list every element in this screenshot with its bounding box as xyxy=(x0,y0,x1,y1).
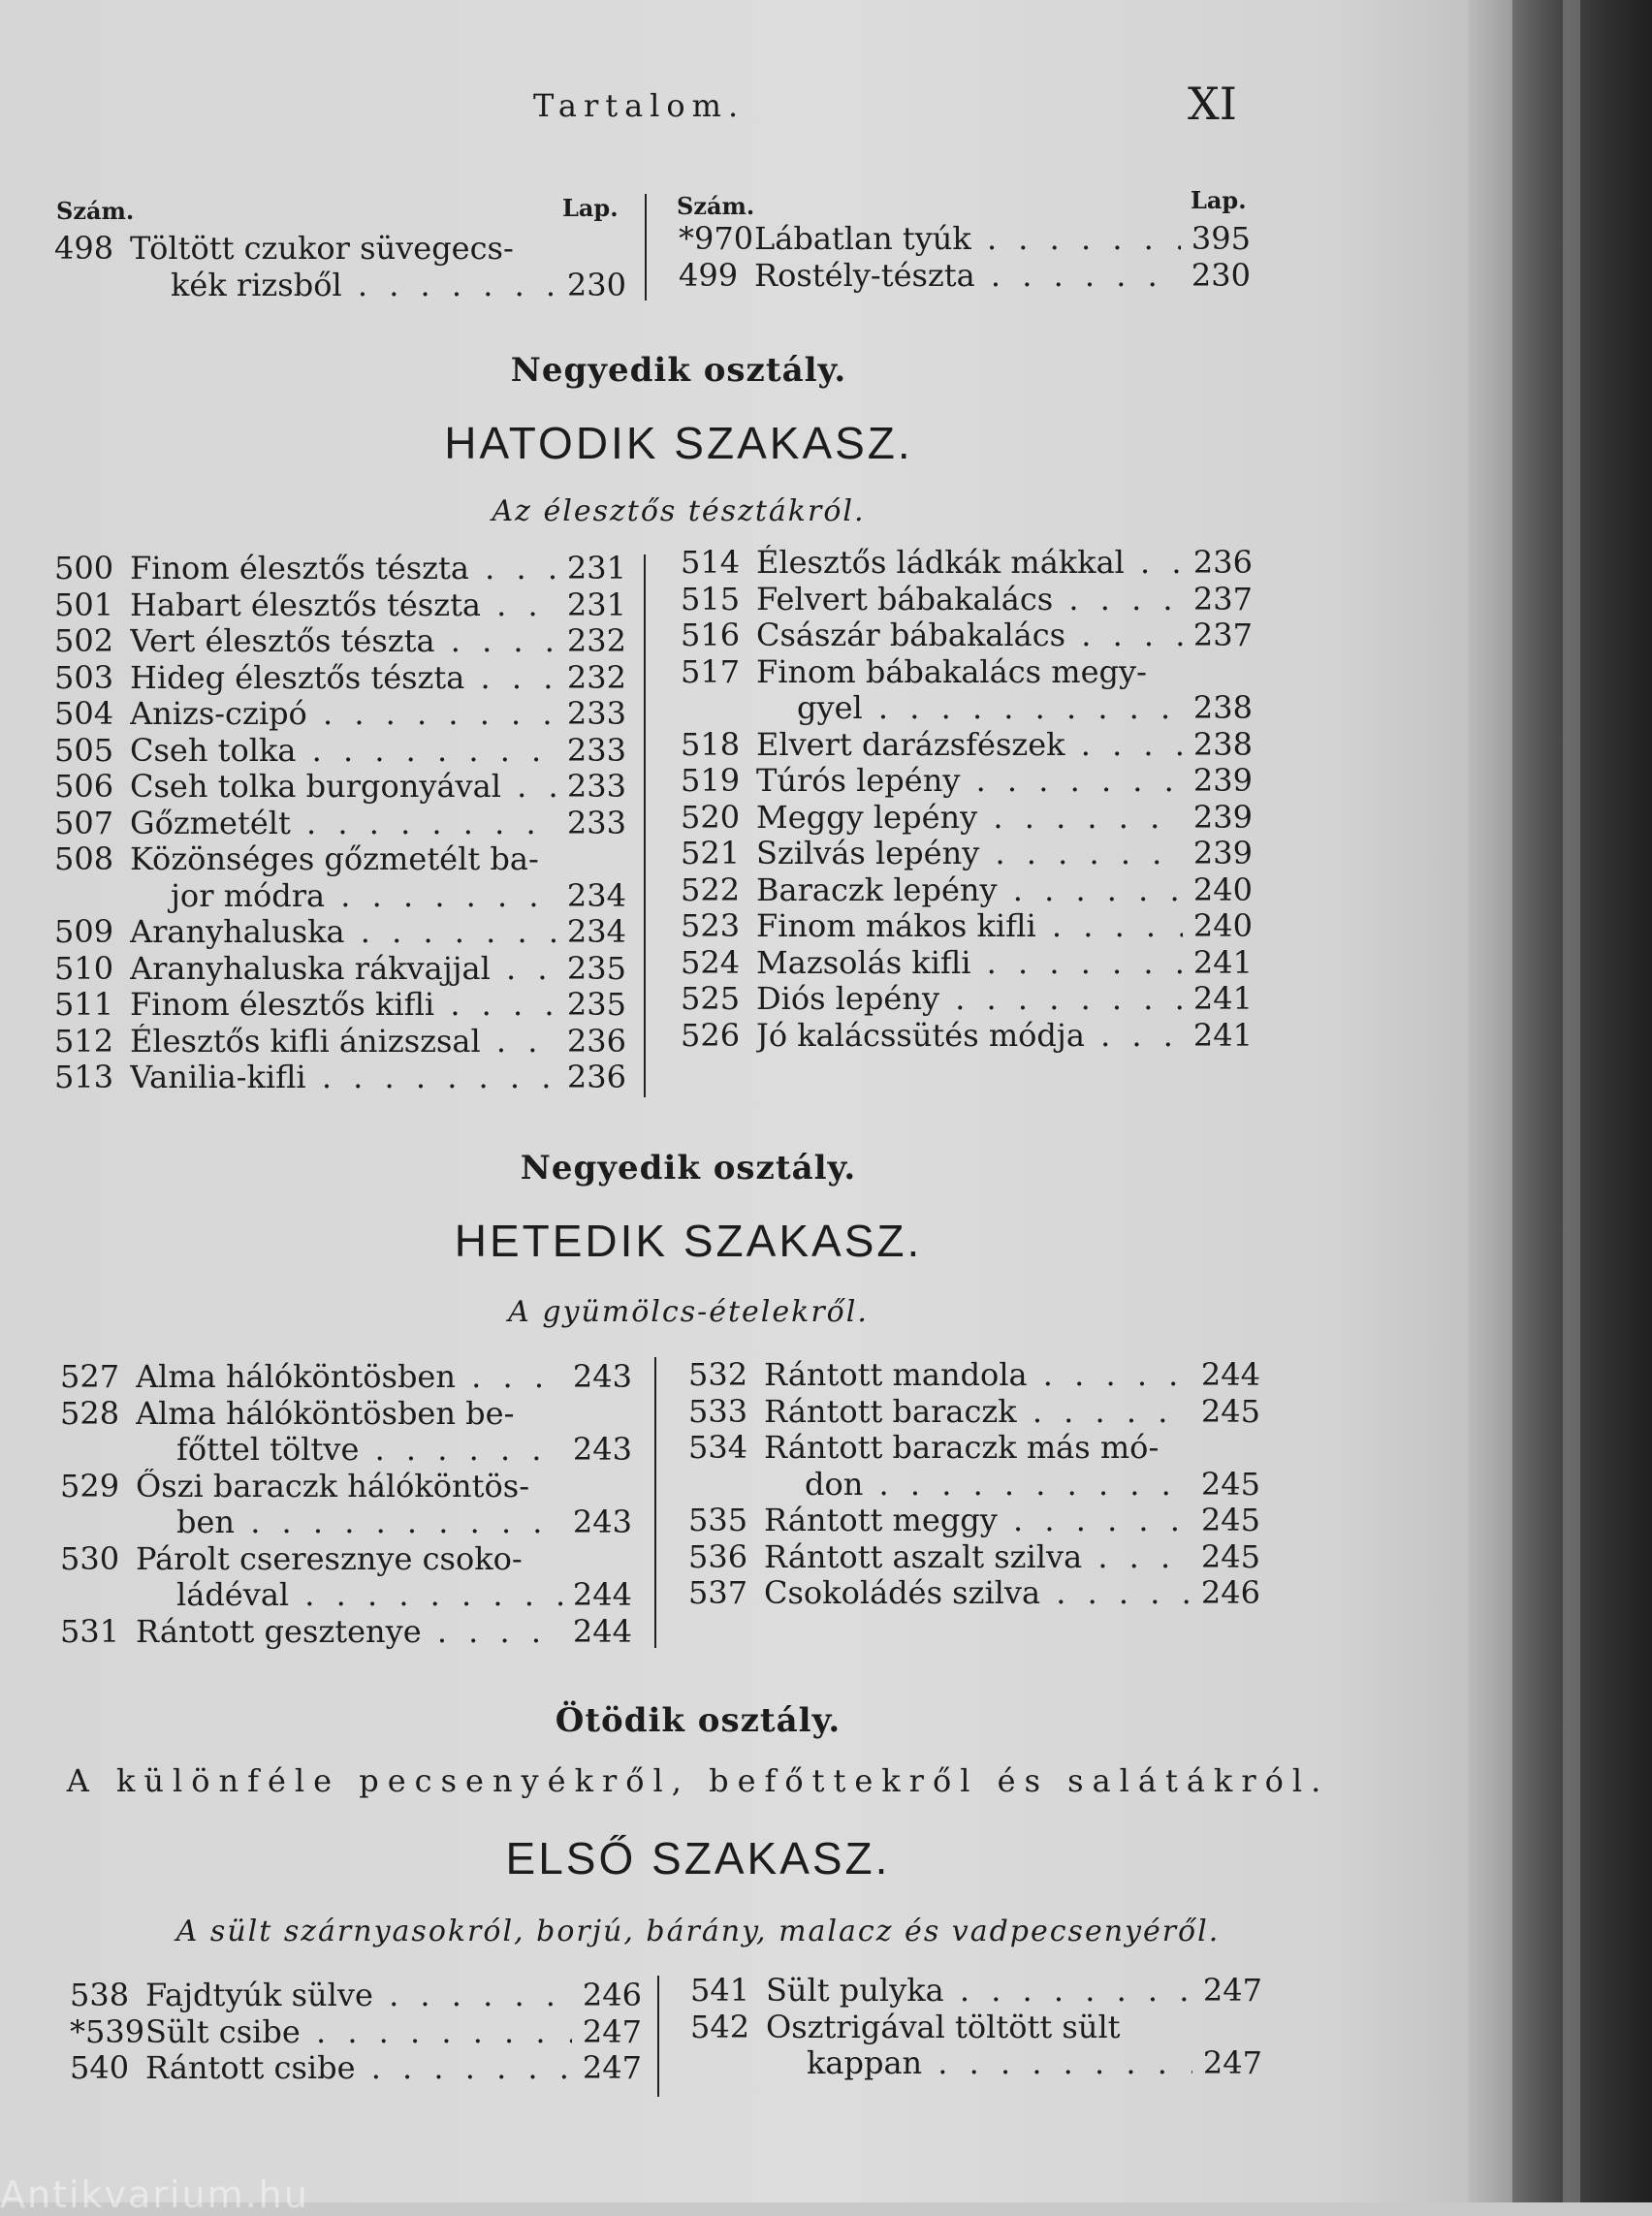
toc-entry xyxy=(54,1024,626,1061)
entry-title: Felvert bábakalács . . . xyxy=(756,582,1183,618)
entry-title: Túrós lepény . . . xyxy=(756,763,1183,800)
toc-entry xyxy=(54,914,626,951)
toc-entry xyxy=(681,800,1253,837)
section3-class-subtitle: A különféle pecsenyékről, befőttekről és salátákról. xyxy=(66,1762,1330,1799)
section3-class-title: Ötödik osztály. xyxy=(555,1701,842,1740)
toc-entry xyxy=(681,872,1253,909)
entry-page xyxy=(556,231,626,268)
entry-title: Rántott baraczk más mó- xyxy=(764,1430,1160,1466)
entry-number: 520 xyxy=(681,798,741,836)
right-page-header: Lap. xyxy=(1191,186,1247,214)
section1-subtitle: Az élesztős tésztákról. xyxy=(492,494,866,528)
entry-title: Anizs-czipó . . . xyxy=(130,696,556,733)
entry-number xyxy=(60,1577,136,1614)
toc-entry xyxy=(60,1469,632,1505)
entry-title: Jó kalácssütés módja . . . xyxy=(756,1018,1183,1055)
entry-title: Császár bábakalács . . . xyxy=(756,617,1183,654)
entry-page: 241 xyxy=(1192,943,1253,981)
entry-page xyxy=(1183,654,1253,691)
entry-page: 239 xyxy=(1192,835,1253,871)
entry-title: Finom bábakalács megy- xyxy=(756,653,1147,690)
entry-number: 531 xyxy=(60,1612,120,1650)
entry-page: 243 xyxy=(572,1358,632,1395)
entry-title: Rántott baraczk . . . xyxy=(764,1394,1191,1431)
section2-title: HETEDIK SZAKASZ. xyxy=(454,1216,923,1266)
entry-title: Elvert darázsfészek . . . xyxy=(756,727,1183,764)
entry-page: 236 xyxy=(1192,544,1253,581)
entry-number: 540 xyxy=(70,2049,130,2086)
entry-title: Alma hálóköntösben be- xyxy=(136,1395,515,1432)
entry-title: Közönséges gőzmetélt ba- xyxy=(130,841,539,877)
entry-page: 234 xyxy=(566,913,626,950)
entry-number: 541 xyxy=(690,1972,750,2009)
entry-page: 235 xyxy=(566,986,626,1023)
entry-number: 505 xyxy=(54,731,114,769)
toc-entry xyxy=(54,733,626,770)
toc-entry xyxy=(60,1432,632,1469)
entry-number: 515 xyxy=(681,580,741,617)
toc-entry xyxy=(60,1577,632,1614)
entry-title: Rántott csibe . . . xyxy=(145,2050,572,2087)
entry-number: 504 xyxy=(54,695,114,732)
entry-title: gyel . . . xyxy=(756,690,1183,727)
entry-number xyxy=(60,1432,136,1469)
toc-entry xyxy=(60,1504,632,1541)
right-num-header: Szám. xyxy=(677,192,755,220)
left-num-header: Szám. xyxy=(56,197,135,225)
toc-entry xyxy=(70,2014,642,2051)
toc-entry xyxy=(688,1430,1260,1467)
entry-title: Finom élesztős kifli . . . xyxy=(130,987,556,1024)
toc-entry xyxy=(690,2010,1262,2046)
entry-title: Aranyhaluska . . . xyxy=(130,914,556,951)
entry-number: 510 xyxy=(54,949,114,987)
entry-title: Cseh tolka burgonyával . . . xyxy=(130,769,556,806)
toc-entry xyxy=(54,696,626,733)
section3-subtitle: A sült szárnyasokról, borjú, bárány, malacz és vadpecsenyéről. xyxy=(175,1915,1221,1948)
entry-number: 538 xyxy=(70,1977,130,2013)
entry-page: 239 xyxy=(1192,798,1253,836)
entry-number xyxy=(54,878,130,915)
entry-page xyxy=(1192,2010,1262,2046)
entry-number: 536 xyxy=(688,1537,748,1575)
entry-number: 502 xyxy=(54,622,114,659)
toc-entry xyxy=(54,623,626,660)
entry-page: 245 xyxy=(1200,1537,1260,1575)
entry-title: Gőzmetélt . . . xyxy=(130,806,556,842)
page-gutter-shadow xyxy=(1469,0,1512,2202)
entry-page: 247 xyxy=(1202,2044,1262,2081)
entry-title: Sült pulyka . . . xyxy=(766,1973,1192,2010)
entry-title: Vert élesztős tészta . . . xyxy=(130,623,556,660)
entry-page: 233 xyxy=(566,804,626,841)
toc-entry xyxy=(681,1018,1253,1055)
entry-number xyxy=(690,2045,766,2082)
entry-title: Rántott mandola . . . xyxy=(764,1357,1191,1394)
toc-entry xyxy=(681,654,1253,691)
entry-number: 499 xyxy=(679,256,739,294)
entry-page: 233 xyxy=(566,695,626,732)
running-title: Tartalom. xyxy=(533,87,746,124)
entry-number: 528 xyxy=(60,1394,120,1432)
entry-number: 525 xyxy=(681,980,741,1017)
entry-title: Finom mákos kifli . . . xyxy=(756,908,1183,945)
entry-title: jor módra . . . xyxy=(130,878,556,915)
section1-title: HATODIK SZAKASZ. xyxy=(444,418,913,468)
toc-entry xyxy=(54,551,626,587)
entry-number xyxy=(688,1467,764,1504)
entry-page: 234 xyxy=(566,876,626,914)
entry-page: 231 xyxy=(566,550,626,586)
entry-page: 244 xyxy=(572,1612,632,1650)
entry-page: 395 xyxy=(1191,220,1251,257)
toc-top-right xyxy=(679,221,1251,294)
entry-number: 501 xyxy=(54,586,114,623)
entry-page: 245 xyxy=(1200,1392,1260,1430)
entry-number: 529 xyxy=(60,1467,120,1504)
toc-entry xyxy=(681,763,1253,800)
entry-page: 236 xyxy=(566,1059,626,1095)
toc-entry xyxy=(681,617,1253,654)
entry-title: kék rizsből . . . xyxy=(130,268,556,304)
entry-number: 526 xyxy=(681,1016,741,1054)
entry-number: 509 xyxy=(54,913,114,950)
entry-number xyxy=(54,268,130,304)
entry-title: Élesztős ládkák mákkal . . . xyxy=(756,545,1183,582)
entry-page: 245 xyxy=(1200,1502,1260,1538)
entry-number: 535 xyxy=(688,1502,748,1538)
entry-title: Töltött czukor süvegecs- xyxy=(130,231,514,267)
entry-title: Diós lepény . . . xyxy=(756,981,1183,1018)
entry-number: 516 xyxy=(681,617,741,653)
entry-title: Rántott aszalt szilva . . . xyxy=(764,1539,1191,1576)
entry-page xyxy=(562,1396,632,1433)
toc-entry xyxy=(54,587,626,624)
section3-title: ELSŐ SZAKASZ. xyxy=(505,1833,891,1884)
entry-page xyxy=(1191,1430,1260,1467)
entry-number: 506 xyxy=(54,768,114,805)
entry-number: 518 xyxy=(681,725,741,763)
toc-entry xyxy=(54,660,626,697)
entry-number: 533 xyxy=(688,1392,748,1430)
entry-page: 238 xyxy=(1192,689,1253,726)
entry-number: 521 xyxy=(681,835,741,871)
toc-entry xyxy=(54,987,626,1024)
left-page-header: Lap. xyxy=(562,194,619,222)
entry-number: 508 xyxy=(54,840,114,877)
entry-number: 527 xyxy=(60,1358,120,1395)
entry-number: 517 xyxy=(681,652,741,690)
entry-number: 537 xyxy=(688,1574,748,1611)
toc-entry xyxy=(54,841,626,878)
entry-title: ben . . . xyxy=(136,1504,562,1541)
entry-title: Rántott gesztenye . . . xyxy=(136,1614,562,1651)
toc-top-left xyxy=(54,231,626,303)
entry-page: 247 xyxy=(582,2049,642,2086)
entry-page: 233 xyxy=(566,731,626,769)
entry-page: 230 xyxy=(566,266,626,303)
toc-entry xyxy=(681,908,1253,945)
toc-section2-left xyxy=(60,1359,632,1650)
entry-title: Párolt cseresznye csoko- xyxy=(136,1540,523,1577)
entry-number: 513 xyxy=(54,1059,114,1095)
entry-page: 232 xyxy=(566,658,626,696)
entry-number: 503 xyxy=(54,658,114,696)
entry-number: 532 xyxy=(688,1356,748,1393)
entry-number: 519 xyxy=(681,762,741,799)
section2-subtitle: A gyümölcs-ételekről. xyxy=(508,1295,869,1329)
toc-entry xyxy=(688,1539,1260,1576)
toc-entry xyxy=(690,2045,1262,2082)
toc-entry xyxy=(681,981,1253,1018)
toc-entry xyxy=(688,1575,1260,1612)
toc-entry xyxy=(681,690,1253,727)
entry-title: Őszi baraczk hálóköntös- xyxy=(136,1468,530,1504)
entry-title: Osztrigával töltött sült xyxy=(766,2009,1121,2045)
entry-title: kappan . . . xyxy=(766,2045,1192,2082)
entry-number xyxy=(681,690,756,727)
entry-page: 244 xyxy=(1200,1356,1260,1393)
toc-entry xyxy=(679,258,1251,295)
entry-number xyxy=(60,1504,136,1541)
toc-entry xyxy=(70,1978,642,2014)
entry-title: Baraczk lepény . . . xyxy=(756,872,1183,909)
toc-entry xyxy=(60,1396,632,1433)
toc-section2-right xyxy=(688,1357,1260,1612)
section2-class-title: Negyedik osztály. xyxy=(520,1149,857,1187)
entry-number: 514 xyxy=(681,544,741,581)
entry-page: 235 xyxy=(566,949,626,987)
toc-entry xyxy=(60,1541,632,1578)
entry-page: 240 xyxy=(1192,871,1253,908)
toc-entry xyxy=(70,2050,642,2087)
toc-entry xyxy=(54,268,626,304)
column-divider-section2 xyxy=(654,1357,656,1648)
entry-page: 239 xyxy=(1192,762,1253,799)
entry-number: 534 xyxy=(688,1429,748,1466)
entry-title: Rántott meggy . . . xyxy=(764,1503,1191,1539)
entry-page: 246 xyxy=(582,1977,642,2013)
toc-section3-left xyxy=(70,1978,642,2087)
entry-page: 237 xyxy=(1192,617,1253,653)
toc-entry xyxy=(690,1973,1262,2010)
entry-page: 241 xyxy=(1192,1016,1253,1054)
page-number: XI xyxy=(1188,78,1237,130)
entry-page: 230 xyxy=(1191,256,1251,294)
toc-entry xyxy=(681,582,1253,618)
toc-entry xyxy=(54,769,626,806)
toc-entry xyxy=(681,836,1253,872)
entry-title: Csokoládés szilva . . . xyxy=(764,1575,1191,1612)
entry-page: 243 xyxy=(572,1504,632,1540)
toc-entry xyxy=(681,545,1253,582)
entry-title: Meggy lepény . . . xyxy=(756,800,1183,837)
toc-entry xyxy=(54,1060,626,1096)
toc-entry xyxy=(60,1359,632,1396)
book-edge-highlight xyxy=(1563,0,1580,2202)
entry-page xyxy=(562,1541,632,1578)
entry-title: Hideg élesztős tészta . . . xyxy=(130,660,556,697)
toc-entry xyxy=(60,1614,632,1651)
entry-number: *539 xyxy=(70,2012,145,2050)
entry-page: 232 xyxy=(566,622,626,659)
entry-title: Habart élesztős tészta . . . xyxy=(130,587,556,624)
entry-number: 523 xyxy=(681,907,741,944)
entry-page: 247 xyxy=(1202,1972,1262,2009)
entry-page: 240 xyxy=(1192,907,1253,944)
entry-page: 244 xyxy=(572,1576,632,1613)
entry-page: 238 xyxy=(1192,725,1253,763)
entry-title: főttel töltve . . . xyxy=(136,1432,562,1469)
entry-number: 542 xyxy=(690,2008,750,2045)
entry-title: Vanilia-kifli . . . xyxy=(130,1060,556,1096)
entry-page: 236 xyxy=(566,1022,626,1060)
entry-page: 246 xyxy=(1200,1574,1260,1611)
entry-number: 498 xyxy=(54,230,114,267)
entry-title: Aranyhaluska rákvajjal . . . xyxy=(130,951,556,988)
entry-number: 512 xyxy=(54,1022,114,1060)
entry-page: 247 xyxy=(582,2012,642,2050)
column-divider-section3 xyxy=(657,1976,659,2097)
entry-title: Alma hálóköntösben . . . xyxy=(136,1359,562,1396)
entry-page: 231 xyxy=(566,586,626,623)
entry-page: 243 xyxy=(572,1431,632,1468)
section1-class-title: Negyedik osztály. xyxy=(510,351,847,390)
toc-entry xyxy=(681,727,1253,764)
entry-number: 524 xyxy=(681,943,741,981)
toc-entry xyxy=(54,878,626,915)
entry-title: Lábatlan tyúk . . . xyxy=(754,221,1181,258)
toc-section1-left xyxy=(54,551,626,1096)
toc-section1-right xyxy=(681,545,1253,1054)
entry-title: Szilvás lepény . . . xyxy=(756,836,1183,872)
entry-page: 233 xyxy=(566,768,626,805)
entry-title: Cseh tolka . . . xyxy=(130,733,556,770)
toc-section3-right xyxy=(690,1973,1262,2082)
toc-entry xyxy=(54,231,626,268)
entry-title: don . . . xyxy=(764,1467,1191,1504)
entry-page xyxy=(562,1469,632,1505)
toc-entry xyxy=(54,951,626,988)
book-edge xyxy=(1512,0,1652,2202)
watermark: Antikvarium.hu xyxy=(0,2173,309,2216)
entry-number: 500 xyxy=(54,550,114,586)
entry-title: Sült csibe . . . xyxy=(145,2014,572,2051)
entry-title: Rostély-tészta . . . xyxy=(754,258,1181,295)
entry-title: Fajdtyúk sülve . . . xyxy=(145,1978,572,2014)
entry-page: 241 xyxy=(1192,980,1253,1017)
toc-entry xyxy=(688,1467,1260,1504)
entry-page: 237 xyxy=(1192,580,1253,617)
column-divider-top xyxy=(645,194,647,301)
toc-entry xyxy=(54,806,626,842)
entry-page xyxy=(556,841,626,878)
toc-entry xyxy=(688,1357,1260,1394)
toc-entry xyxy=(688,1394,1260,1431)
entry-page: 245 xyxy=(1200,1465,1260,1503)
entry-number: 522 xyxy=(681,871,741,908)
toc-entry xyxy=(679,221,1251,258)
entry-title: Mazsolás kifli . . . xyxy=(756,945,1183,982)
entry-title: ládéval . . . xyxy=(136,1577,562,1614)
toc-entry xyxy=(681,945,1253,982)
entry-number: 511 xyxy=(54,986,114,1023)
entry-number: 507 xyxy=(54,804,114,841)
entry-number: *970 xyxy=(679,220,754,257)
entry-number: 530 xyxy=(60,1539,120,1577)
entry-title: Finom élesztős tészta . . . xyxy=(130,551,556,587)
toc-entry xyxy=(688,1503,1260,1539)
entry-title: Élesztős kifli ánizszsal . . . xyxy=(130,1024,556,1061)
column-divider-section1 xyxy=(644,554,646,1097)
